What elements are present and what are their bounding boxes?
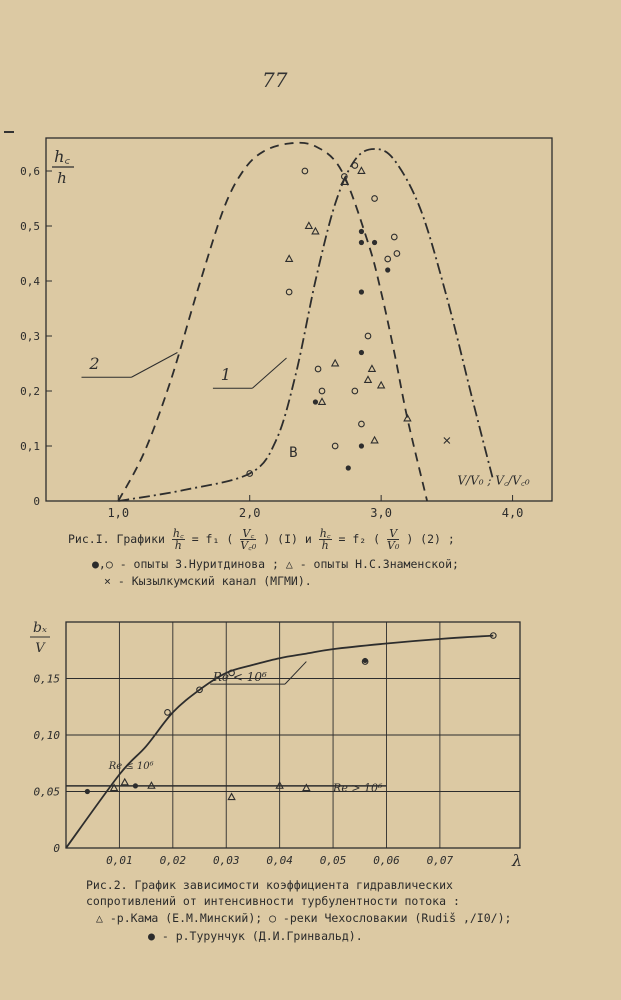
figure-1-caption-line-1	[68, 528, 455, 551]
caption-1-end: ) (2) ;	[406, 532, 455, 546]
curve-1-label: 1	[220, 365, 231, 384]
figure-1-caption-line-2: ●,○ - опыты З.Нуритдинова ; △ - опыты Н.С.Знаменской;	[92, 557, 459, 571]
frac-vc-vc0: $\frac{V꜀}{\text{V꜀₀}}$	[240, 527, 257, 552]
y-tick-label: 0	[53, 842, 60, 855]
frac-hc-h-a: $\frac{h꜀}{h}$	[172, 527, 184, 552]
x-tick-label: 0,05	[319, 854, 347, 867]
x-tick-label: 0,06	[373, 854, 400, 867]
y-tick-label: 0	[33, 495, 40, 508]
x-axis-symbol: λ	[512, 851, 523, 870]
annotation-re-le: Re ≤ 10⁶	[108, 760, 154, 772]
y-axis-label-numerator: bₓ	[33, 620, 47, 636]
curve-2-label: 2	[89, 354, 100, 373]
y-tick-label: 0,3	[20, 330, 40, 343]
y-tick-label: 0,5	[20, 220, 40, 233]
x-tick-label: 0,03	[212, 854, 240, 867]
x-axis-label: V/V₀ ; V꜀/V꜀₀	[457, 473, 530, 488]
y-tick-label: 0,2	[20, 385, 40, 398]
curve-b-label: B	[289, 445, 298, 461]
caption-1-mid3: = f₂ (	[338, 532, 381, 546]
x-tick-label: 0,01	[106, 854, 133, 867]
data-point	[121, 779, 128, 785]
figure-2-caption-line-4: ● - р.Турунчук (Д.И.Гринвальд).	[148, 929, 363, 943]
y-axis-label-denominator: V	[35, 641, 45, 656]
caption-1-mid1: = f₁ (	[191, 532, 234, 546]
data-point	[363, 658, 368, 663]
x-tick-label: 2,0	[238, 506, 261, 520]
annotation-re-lt-leader	[285, 662, 306, 685]
figure-2-caption-line-2: сопротивлений от интенсивности турбулентности потока :	[86, 894, 460, 908]
data-point	[228, 794, 235, 800]
y-tick-label: 0,1	[20, 440, 40, 453]
data-point	[85, 789, 90, 794]
figure-2-caption-line-3: △ -р.Кама (Е.М.Минский); ○ -реки Чехословакии (Rudiš ,/I0/);	[96, 911, 512, 925]
y-tick-label: 0,05	[33, 785, 60, 799]
frac-v-v0: $\frac{V}{\text{V₀}}$	[387, 527, 400, 552]
x-tick-label: 4,0	[501, 506, 524, 520]
page-number: 77	[262, 68, 288, 92]
y-tick-label: 0,10	[33, 729, 60, 742]
annotation-re-lt: Re < 10⁶	[212, 669, 267, 684]
caption-1-mid2: ) (I) и	[263, 532, 312, 546]
y-axis-label-numerator: h꜀	[54, 147, 70, 166]
y-axis-label-denominator: h	[57, 169, 67, 187]
figure-1-caption-line-3: × - Кызылкумский канал (МГМИ).	[104, 574, 312, 588]
annotation-re-gt: Re > 10⁶	[333, 781, 383, 795]
frac-hc-h-b: $\frac{h꜀}{h}$	[319, 527, 331, 552]
x-tick-label: 1,0	[107, 506, 130, 520]
caption-1-prefix: Рис.I. Графики	[68, 532, 165, 546]
data-point	[165, 710, 171, 716]
data-point	[133, 783, 138, 788]
x-tick-label: 0,02	[159, 854, 187, 867]
x-tick-label: 0,07	[426, 854, 454, 867]
x-tick-label: 0,04	[266, 854, 293, 867]
figure-2-caption-line-1: Рис.2. График зависимости коэффициента гидравлических	[86, 878, 453, 892]
y-tick-label: 0,4	[20, 275, 40, 288]
y-tick-label: 0,15	[33, 672, 60, 686]
y-tick-label: 0,6	[20, 165, 40, 178]
x-tick-label: 3,0	[370, 506, 392, 520]
